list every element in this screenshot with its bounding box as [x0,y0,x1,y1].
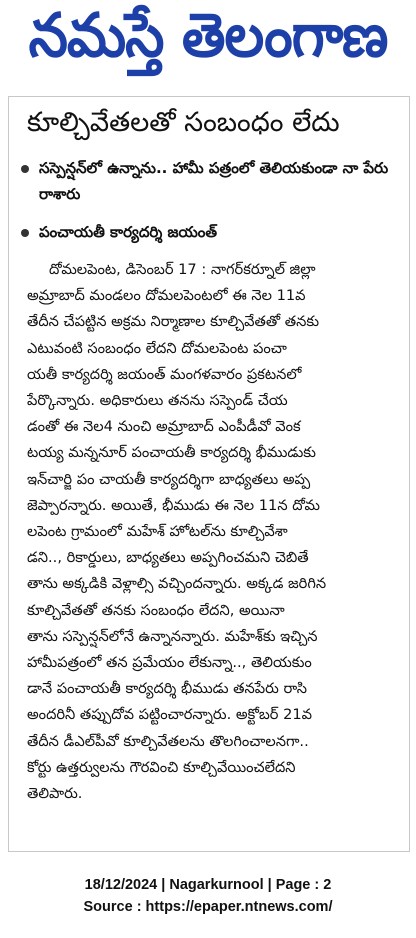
newspaper-masthead [0,0,416,86]
masthead-title: నమస్తే తెలంగాణ [28,0,388,71]
body-line: హామీపత్రంలో తన ప్రమేయం లేకున్నా.., తెలియకుం [27,654,312,672]
edition-info: 18/12/2024 | Nagarkurnool | Page : 2 [84,877,332,893]
body-line: డని.., రికార్డులు, బాధ్యతలు అప్పగించమని చెబితే [27,549,309,567]
article-headline: కూల్చివేతలతో సంబంధం లేదు [27,107,340,138]
subhead-1 [17,155,405,209]
subhead-1-text: సస్పెన్షన్‌లో ఉన్నాను.. హామీ పత్రంలో తెలియకుండా నా పేరు రాశారు [39,159,389,203]
body-line: ఇన్‌చార్జి పం చాయతీ కార్యదర్శిగా బాధ్యతలు అప్ప [27,470,311,488]
body-line: కోర్టు ఉత్తర్వులను గౌరవించి కూల్చివేయించలేదని [27,758,296,776]
subhead-2-text: పంచాయతీ కార్యదర్శి జయంత్ [39,223,218,241]
page-footer [0,874,416,918]
body-line: యతీ కార్యదర్శి జయంత్ మంగళవారం ప్రకటనలో [27,365,302,383]
article-clipping [8,96,410,852]
body-line: తాను అక్కడికి వెళ్లాల్సి వచ్చిందన్నారు. అక్కడ జరిగిన [27,575,327,593]
source-link[interactable]: Source : https://epaper.ntnews.com/ [83,899,333,915]
body-line: టయ్య మన్ననూర్ పంచాయతీ కార్యదర్శి భీముడుకు [27,444,316,462]
body-line: డంతో ఈ నెల4 నుంచి అమ్రాబాద్ ఎంపీడీవో వెంక [27,418,301,436]
body-line: తాను సస్పెన్షన్‌లోనే ఉన్నానన్నారు. మహేశ్‌కు ఇచ్చిన [27,627,318,645]
body-line: అమ్రాబాద్ మండలం దోమలపెంటలో ఈ నెల 11వ [27,287,306,305]
body-line: పేర్కొన్నారు. అధికారులు తనను సస్పెండ్ చేయ [27,392,288,410]
body-line: అందరినీ తప్పుదోవ పట్టించారన్నారు. అక్టోబర్ 21వ [27,706,313,724]
bullet-icon [21,229,29,237]
bullet-icon [21,165,29,173]
body-line: తేదీన డీఎల్‌పీవో కూల్చివేతలను తొలగించాలనగా.. [27,732,309,750]
body-line: తెలిపారు. [27,785,83,803]
body-line: ఎటువంటి సంబంధం లేదని దోమలపెంట పంచా [27,339,287,357]
body-line: లపెంట గ్రామంలో మహేశ్ హోటల్‌ను కూల్చివేశా [27,523,288,541]
body-line: డానే పంచాయతీ కార్యదర్శి భీముడు తనపేరు రాసి [27,680,307,698]
body-line: జెప్పారన్నారు. అయితే, భీముడు ఈ నెల 11న దోమ [27,496,320,514]
body-line: కూల్చివేతతో తనకు సంబంధం లేదని, అయినా [27,601,285,619]
body-line: తేదీన చేపట్టిన అక్రమ నిర్మాణాల కూల్చివేతతో తనకు [27,313,320,331]
body-line: దోమలపెంట, డిసెంబర్ 17 : నాగర్‌కర్నూల్ జిల్లా [49,261,316,278]
subhead-2 [17,219,405,247]
article-body [27,257,397,807]
